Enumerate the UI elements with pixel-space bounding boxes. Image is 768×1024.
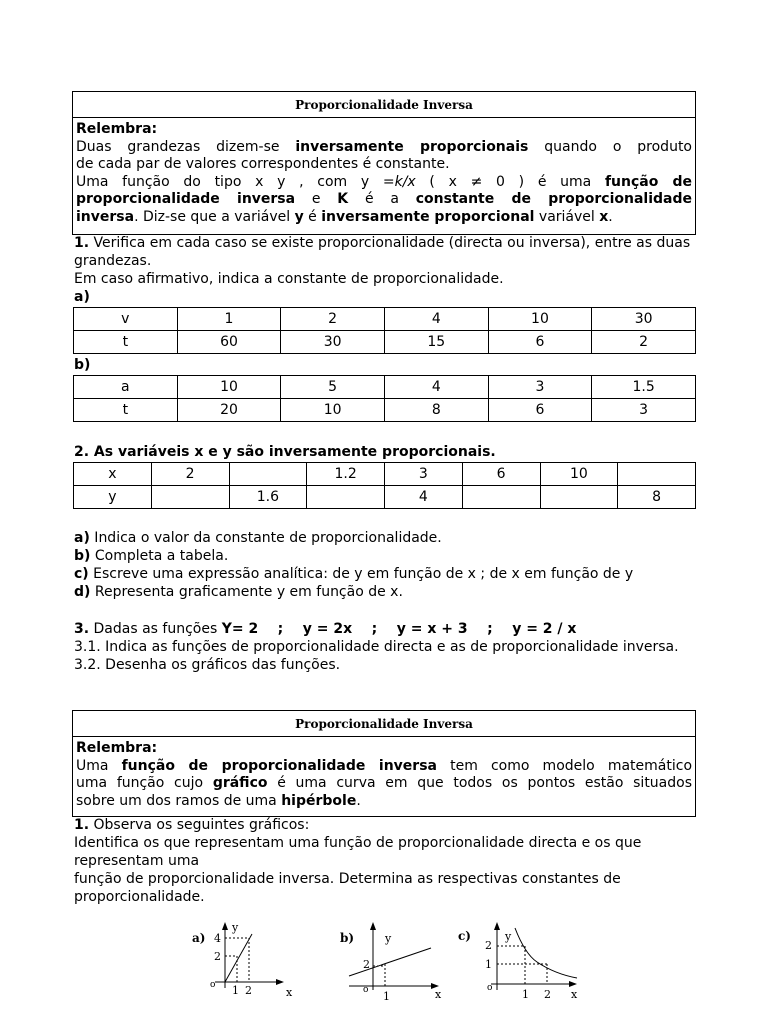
exercise-2-heading: 2. As variáveis x e y são inversamente proporcionais. xyxy=(74,444,496,460)
line-plot xyxy=(225,934,252,982)
graph-label: c) xyxy=(458,929,471,943)
graph-label: a) xyxy=(192,931,206,945)
box-text-line: sobre um dos ramos de uma hipérbole. xyxy=(76,792,361,809)
table-b xyxy=(73,375,696,422)
box-text-line: Duas grandezas dizem-se inversamente proporcionais quando o produto xyxy=(76,138,692,155)
x-axis-label: x xyxy=(571,988,578,1001)
y-axis-arrow xyxy=(222,922,228,930)
table-row: v 1 2 4 10 30 xyxy=(74,308,696,331)
x-tick-label: 2 xyxy=(544,988,551,1001)
label-b: b) xyxy=(74,357,91,373)
list-item: c) Escreve uma expressão analítica: de y em função de x ; de x em função de y xyxy=(74,566,634,582)
y-tick-label: 4 xyxy=(214,932,221,945)
x-tick-label: 1 xyxy=(383,990,390,1002)
y-axis-arrow xyxy=(494,922,500,930)
y-axis-label: y xyxy=(385,932,392,945)
list-item: d) Representa graficamente y em função de x. xyxy=(74,584,403,600)
box-text-line: uma função cujo gráfico é uma curva em que todos os pontos estão situados xyxy=(76,775,693,791)
box-text-line: inversa. Diz-se que a variável y é inversamente proporcional variável x. xyxy=(76,208,613,225)
box-body xyxy=(73,737,695,812)
origin-label: o xyxy=(487,983,493,993)
x-axis-label: x xyxy=(435,988,442,1001)
list-item: b) Completa a tabela. xyxy=(74,548,229,564)
table-row: t 60 30 15 6 2 xyxy=(74,331,696,354)
y-tick-label: 2 xyxy=(363,958,370,971)
y-tick-label: 1 xyxy=(485,958,492,971)
table-row: t 20 10 8 6 3 xyxy=(74,399,696,422)
y-axis-arrow xyxy=(370,922,376,930)
exercise-graphs-intro: 1. Observa os seguintes gráficos: Identifica os que representam uma função de proporcionalidade directa e os que representam uma função de proporcionalidade inversa. Determina as respectivas constantes de proporcionalidade. xyxy=(74,817,642,905)
box-text-line: de cada par de valores correspondentes é constante. xyxy=(76,156,450,172)
x-axis-arrow xyxy=(569,981,577,987)
exercise-3: 3. Dadas as funções Y= 2 ; y = 2x ; y = x + 3 ; y = 2 / x 3.1. Indica as funções de proporcionalidade directa e as de proporcionalidade inversa. 3.2. Desenha os gráficos das funções. xyxy=(74,621,679,673)
box-title: Proporcionalidade Inversa xyxy=(73,711,695,737)
y-axis-label: y xyxy=(505,930,512,943)
list-item: a) Indica o valor da constante de proporcionalidade. xyxy=(74,530,442,546)
graph-b xyxy=(335,918,450,1002)
box-body xyxy=(73,118,695,228)
exercise-2-items xyxy=(74,529,696,601)
origin-label: o xyxy=(363,985,369,995)
x-tick-label: 1 xyxy=(522,988,529,1001)
table-row: a 10 5 4 3 1.5 xyxy=(74,376,696,399)
x-tick-label: 2 xyxy=(245,984,252,997)
table-row: y 1.6 4 8 xyxy=(74,486,696,509)
table-a xyxy=(73,307,696,354)
exercise-1-intro: 1. Verifica em cada caso se existe proporcionalidade (directa ou inversa), entre as duas grandezas. Em caso afirmativo, indica a constante de proporcionalidade. a) xyxy=(74,235,691,305)
table-row: x 2 1.2 3 6 10 xyxy=(74,463,696,486)
reminder-box-1 xyxy=(72,91,696,235)
box-heading: Relembra: xyxy=(76,121,158,137)
box-text-line: proporcionalidade inversa e K é a constante de proporcionalidade xyxy=(76,191,692,207)
table-ex2 xyxy=(73,462,696,509)
y-axis-label: y xyxy=(232,921,239,934)
hyperbola-curve xyxy=(515,928,577,978)
graph-c xyxy=(455,918,585,1002)
y-tick-label: 2 xyxy=(485,939,492,952)
y-tick-label: 2 xyxy=(214,950,221,963)
x-tick-label: 1 xyxy=(232,984,239,997)
box-text-line: Uma função do tipo x y , com y =k/x ( x ≠ 0 ) é uma função de xyxy=(76,173,693,190)
graph-a xyxy=(190,918,305,1002)
reminder-box-2 xyxy=(72,710,696,817)
box-title: Proporcionalidade Inversa xyxy=(73,92,695,118)
box-text-line: Uma função de proporcionalidade inversa tem como modelo matemático xyxy=(76,757,693,774)
line-plot xyxy=(349,948,431,976)
x-axis-arrow xyxy=(276,979,284,985)
box-heading: Relembra: xyxy=(76,740,158,756)
origin-label: o xyxy=(210,980,216,990)
x-axis-label: x xyxy=(286,986,293,999)
graph-label: b) xyxy=(340,931,355,945)
